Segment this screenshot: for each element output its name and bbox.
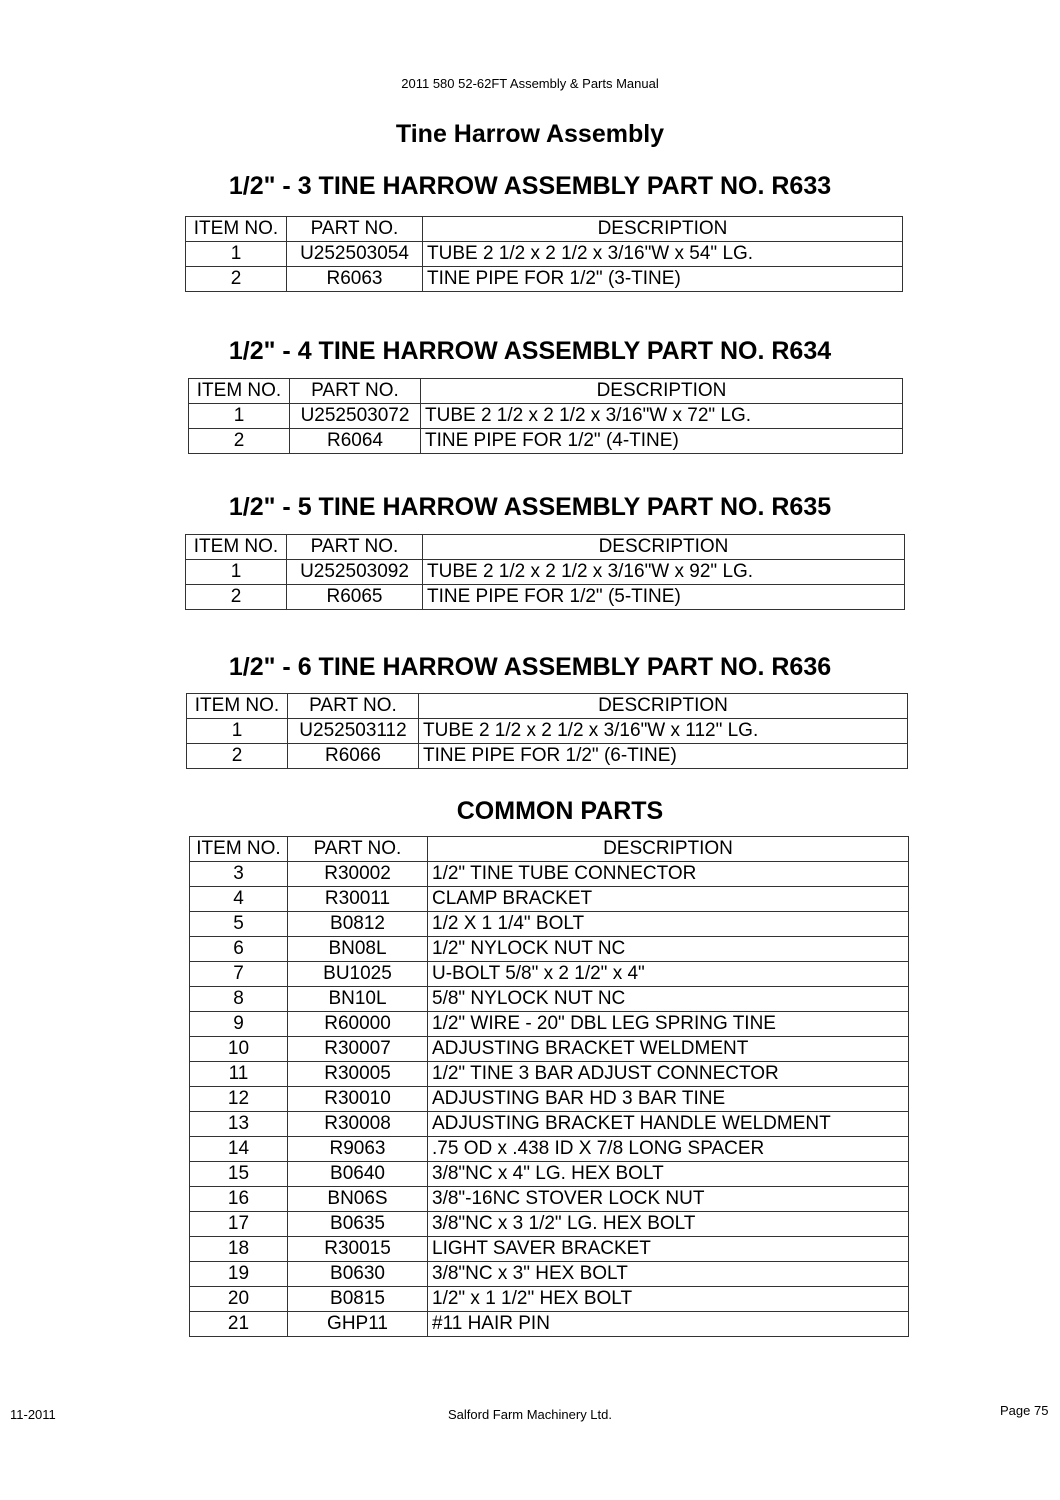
description-cell: TINE PIPE FOR 1/2" (4-TINE) [421,429,903,454]
table-row [190,1287,909,1312]
table-row [190,937,909,962]
description-cell: 1/2" TINE TUBE CONNECTOR [428,862,909,887]
item-no-cell: 21 [190,1312,288,1337]
part-no-cell: R30005 [288,1062,428,1087]
description-cell: TINE PIPE FOR 1/2" (5-TINE) [423,585,905,610]
item-no-cell: 1 [186,242,287,267]
col-description: DESCRIPTION [421,379,903,404]
description-cell: 3/8"NC x 4" LG. HEX BOLT [428,1162,909,1187]
table-header-row [189,379,903,404]
item-no-cell: 1 [187,719,288,744]
table-row [190,1212,909,1237]
table-row [189,429,903,454]
col-description: DESCRIPTION [423,535,905,560]
item-no-cell: 3 [190,862,288,887]
table-row [190,1162,909,1187]
part-no-cell: GHP11 [288,1312,428,1337]
item-no-cell: 10 [190,1037,288,1062]
item-no-cell: 9 [190,1012,288,1037]
part-no-cell: BU1025 [288,962,428,987]
section-title-r634: 1/2" - 4 TINE HARROW ASSEMBLY PART NO. R634 [228,337,832,365]
table-row [190,862,909,887]
description-cell: 1/2" WIRE - 20" DBL LEG SPRING TINE [428,1012,909,1037]
col-item-no: ITEM NO. [187,694,288,719]
part-no-cell: U252503054 [287,242,423,267]
table-row [190,962,909,987]
col-part-no: PART NO. [288,837,428,862]
item-no-cell: 2 [186,267,287,292]
description-cell: 5/8" NYLOCK NUT NC [428,987,909,1012]
col-item-no: ITEM NO. [186,217,287,242]
description-cell: 3/8"NC x 3" HEX BOLT [428,1262,909,1287]
part-no-cell: U252503112 [288,719,419,744]
section-title-common-parts: COMMON PARTS [456,797,664,825]
description-cell: 1/2" NYLOCK NUT NC [428,937,909,962]
part-no-cell: R30008 [288,1112,428,1137]
description-cell: TINE PIPE FOR 1/2" (3-TINE) [423,267,903,292]
page-title: Tine Harrow Assembly [395,120,665,148]
col-description: DESCRIPTION [428,837,909,862]
item-no-cell: 14 [190,1137,288,1162]
footer-company: Salford Farm Machinery Ltd. [447,1407,612,1422]
parts-table-r634 [188,378,903,454]
col-description: DESCRIPTION [423,217,903,242]
item-no-cell: 19 [190,1262,288,1287]
table-row [189,404,903,429]
description-cell: TUBE 2 1/2 x 2 1/2 x 3/16"W x 92" LG. [423,560,905,585]
description-cell: TUBE 2 1/2 x 2 1/2 x 3/16"W x 112" LG. [419,719,908,744]
table-header-row [187,694,908,719]
col-item-no: ITEM NO. [190,837,288,862]
col-part-no: PART NO. [288,694,419,719]
col-part-no: PART NO. [287,217,423,242]
description-cell: ADJUSTING BRACKET WELDMENT [428,1037,909,1062]
table-row [186,242,903,267]
item-no-cell: 12 [190,1087,288,1112]
description-cell: TUBE 2 1/2 x 2 1/2 x 3/16"W x 54" LG. [423,242,903,267]
description-cell: U-BOLT 5/8" x 2 1/2" x 4" [428,962,909,987]
part-no-cell: U252503092 [287,560,423,585]
col-item-no: ITEM NO. [189,379,290,404]
part-no-cell: R30011 [288,887,428,912]
table-row [190,1062,909,1087]
part-no-cell: R6065 [287,585,423,610]
table-header-row [186,535,905,560]
part-no-cell: B0630 [288,1262,428,1287]
description-cell: CLAMP BRACKET [428,887,909,912]
table-row [187,719,908,744]
section-title-r636: 1/2" - 6 TINE HARROW ASSEMBLY PART NO. R636 [228,653,832,681]
item-no-cell: 1 [186,560,287,585]
table-header-row [186,217,903,242]
table-row [186,560,905,585]
part-no-cell: R30002 [288,862,428,887]
part-no-cell: R9063 [288,1137,428,1162]
item-no-cell: 2 [187,744,288,769]
table-row [190,1262,909,1287]
section-title-r633: 1/2" - 3 TINE HARROW ASSEMBLY PART NO. R633 [228,172,832,200]
table-row [186,585,905,610]
col-part-no: PART NO. [290,379,421,404]
part-no-cell: B0815 [288,1287,428,1312]
item-no-cell: 1 [189,404,290,429]
part-no-cell: R30007 [288,1037,428,1062]
description-cell: ADJUSTING BRACKET HANDLE WELDMENT [428,1112,909,1137]
part-no-cell: BN06S [288,1187,428,1212]
table-row [190,1137,909,1162]
part-no-cell: B0640 [288,1162,428,1187]
table-row [190,1237,909,1262]
table-row [190,1187,909,1212]
description-cell: TINE PIPE FOR 1/2" (6-TINE) [419,744,908,769]
description-cell: 1/2 X 1 1/4" BOLT [428,912,909,937]
footer-date: 11-2011 [10,1407,56,1422]
description-cell: 1/2" TINE 3 BAR ADJUST CONNECTOR [428,1062,909,1087]
part-no-cell: R60000 [288,1012,428,1037]
item-no-cell: 2 [189,429,290,454]
part-no-cell: U252503072 [290,404,421,429]
parts-table-r635 [185,534,905,610]
item-no-cell: 18 [190,1237,288,1262]
item-no-cell: 5 [190,912,288,937]
table-row [190,1112,909,1137]
table-row [190,887,909,912]
item-no-cell: 17 [190,1212,288,1237]
part-no-cell: R6063 [287,267,423,292]
description-cell: 3/8"NC x 3 1/2" LG. HEX BOLT [428,1212,909,1237]
col-description: DESCRIPTION [419,694,908,719]
table-row [190,1312,909,1337]
description-cell: 3/8"-16NC STOVER LOCK NUT [428,1187,909,1212]
table-row [190,1037,909,1062]
part-no-cell: R6066 [288,744,419,769]
section-title-r635: 1/2" - 5 TINE HARROW ASSEMBLY PART NO. R635 [228,493,832,521]
page-number: Page 75 [1000,1403,1049,1418]
parts-table-r636 [186,693,908,769]
table-row [190,912,909,937]
table-row [190,1087,909,1112]
col-item-no: ITEM NO. [186,535,287,560]
item-no-cell: 8 [190,987,288,1012]
description-cell: #11 HAIR PIN [428,1312,909,1337]
item-no-cell: 11 [190,1062,288,1087]
item-no-cell: 13 [190,1112,288,1137]
table-row [187,744,908,769]
description-cell: LIGHT SAVER BRACKET [428,1237,909,1262]
item-no-cell: 4 [190,887,288,912]
item-no-cell: 15 [190,1162,288,1187]
page-header: 2011 580 52-62FT Assembly & Parts Manual [401,76,659,91]
description-cell: 1/2" x 1 1/2" HEX BOLT [428,1287,909,1312]
part-no-cell: R6064 [290,429,421,454]
description-cell: ADJUSTING BAR HD 3 BAR TINE [428,1087,909,1112]
table-row [190,987,909,1012]
item-no-cell: 2 [186,585,287,610]
item-no-cell: 7 [190,962,288,987]
part-no-cell: R30010 [288,1087,428,1112]
parts-table-common [189,836,909,1337]
table-row [190,1012,909,1037]
part-no-cell: BN10L [288,987,428,1012]
part-no-cell: BN08L [288,937,428,962]
description-cell: .75 OD x .438 ID X 7/8 LONG SPACER [428,1137,909,1162]
item-no-cell: 6 [190,937,288,962]
part-no-cell: B0812 [288,912,428,937]
col-part-no: PART NO. [287,535,423,560]
item-no-cell: 16 [190,1187,288,1212]
table-row [186,267,903,292]
table-header-row [190,837,909,862]
parts-table-r633 [185,216,903,292]
description-cell: TUBE 2 1/2 x 2 1/2 x 3/16"W x 72" LG. [421,404,903,429]
item-no-cell: 20 [190,1287,288,1312]
part-no-cell: B0635 [288,1212,428,1237]
part-no-cell: R30015 [288,1237,428,1262]
